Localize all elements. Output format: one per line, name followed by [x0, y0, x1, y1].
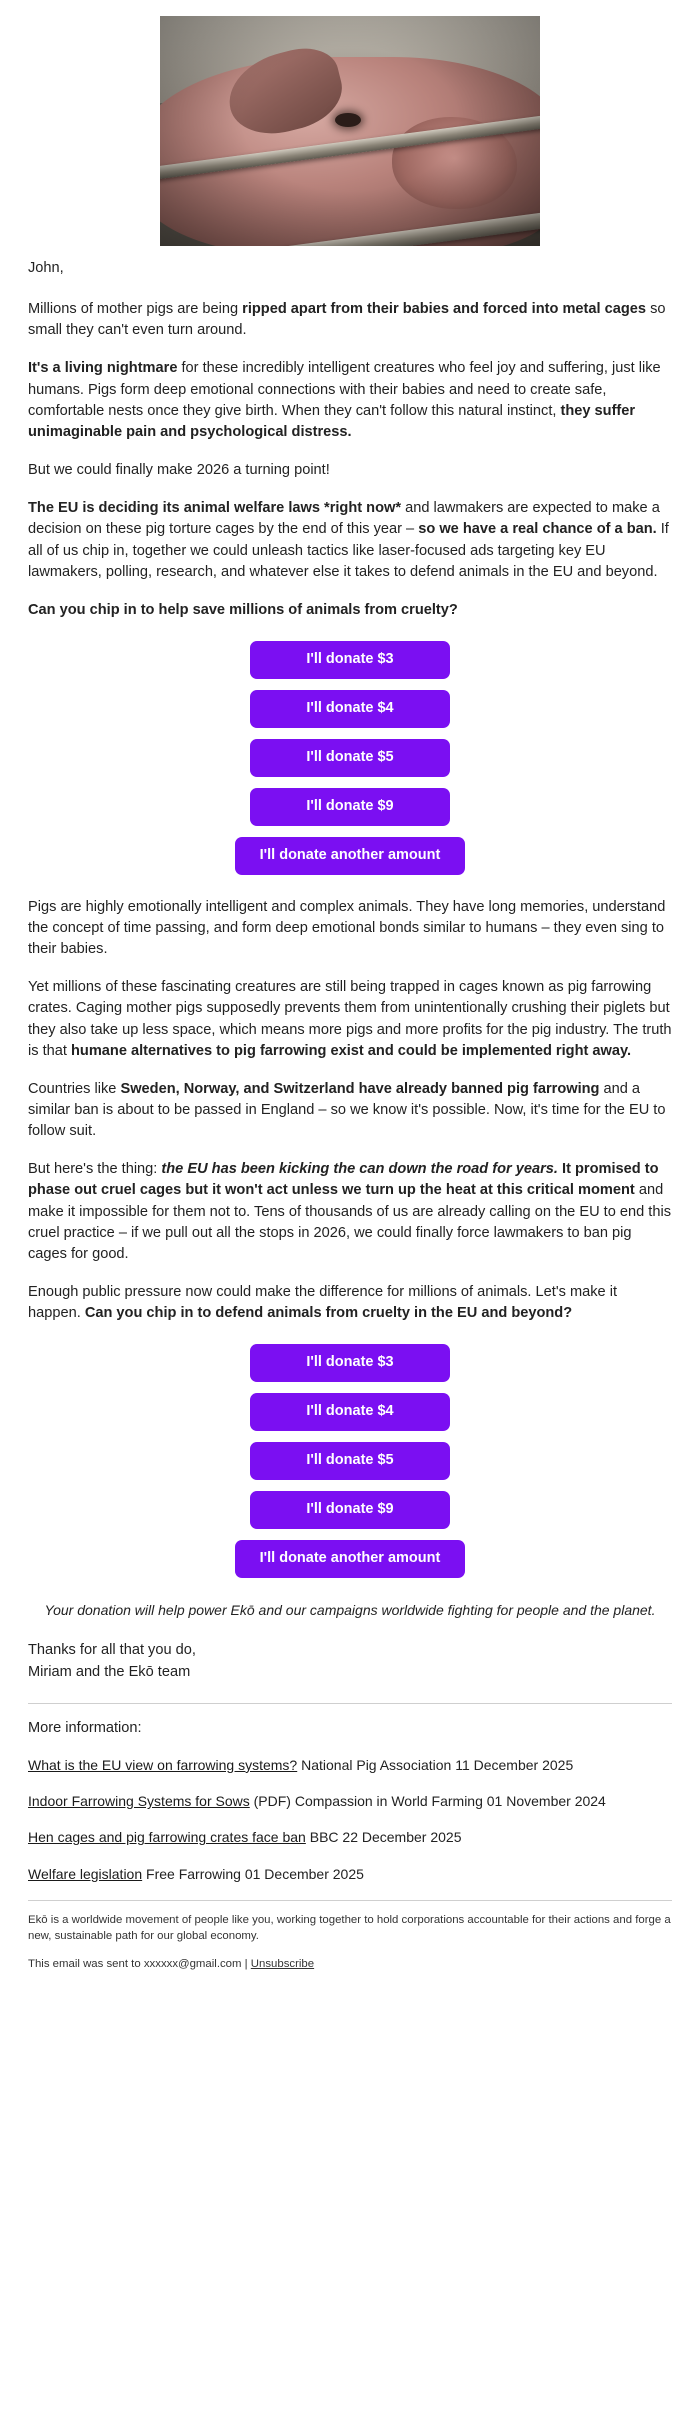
donation-tagline: Your donation will help power Ekō and our campaigns worldwide fighting for people and the planet. [44, 1602, 656, 1619]
p10-text-a: Enough public pressure now could make the difference for millions of animals. Let's make it happen. [28, 1284, 618, 1322]
donate-buttons-top [28, 641, 672, 875]
paragraph-8 [28, 1079, 672, 1142]
reference-item [28, 1864, 672, 1884]
reference-meta-2: (PDF) Compassion in World Farming 01 November 2024 [249, 1793, 606, 1810]
donate-row [28, 1344, 672, 1382]
p8-text-a: Countries like [28, 1080, 121, 1097]
reference-link-2[interactable]: Indoor Farrowing Systems for Sows [28, 1793, 250, 1810]
p5-text: Can you chip in to help save millions of animals from cruelty? [28, 601, 458, 618]
paragraph-9 [28, 1159, 672, 1265]
p9-text-a: But here's the thing: [28, 1161, 162, 1178]
donate-row [28, 1393, 672, 1431]
paragraph-5-ask [28, 600, 672, 621]
donate-button-9-bottom[interactable]: I'll donate $9 [250, 1491, 450, 1529]
p8-text-b: Sweden, Norway, and Switzerland have already banned pig farrowing [120, 1080, 600, 1097]
p10-text-b: Can you chip in to defend animals from cruelty in the EU and beyond? [84, 1305, 573, 1322]
donate-button-9-top[interactable]: I'll donate $9 [250, 788, 450, 826]
p9-emphasis: the EU has been kicking the can down the road for years. [161, 1161, 558, 1178]
donate-row [28, 837, 672, 875]
signoff-line-1: Thanks for all that you do, [28, 1642, 196, 1659]
donate-button-4-bottom[interactable]: I'll donate $4 [250, 1393, 450, 1431]
paragraph-7 [28, 977, 672, 1062]
footer-recipient-email: xxxxxx@gmail.com [143, 1957, 242, 1970]
p1-text-c: so small they can't even turn around. [28, 301, 666, 339]
p9-text-b [161, 1161, 558, 1177]
email-footer [28, 1900, 672, 2007]
donate-button-other-bottom[interactable]: I'll donate another amount [235, 1540, 465, 1578]
paragraph-3: But we could finally make 2026 a turning point! [28, 462, 330, 479]
p8-text-c: and a similar ban is about to be passed in England – so we know it's possible. Now, it's time for the EU to follow suit. [28, 1080, 666, 1140]
p9-text-d: and make it impossible for them not to. Tens of thousands of us are already calling on the EU to end this cruel practice – if we pull out all the stops in 2026, we could finally force lawmakers to ban pig cages for good. [28, 1182, 672, 1262]
paragraph-1 [28, 299, 672, 341]
more-information-title: More information: [28, 1719, 142, 1736]
reference-item [28, 1791, 672, 1811]
unsubscribe-link[interactable]: Unsubscribe [250, 1957, 315, 1970]
p2-text-b: for these incredibly intelligent creatures who feel joy and suffering, just like humans. Pigs form deep emotional connections with their babies and need to create safe, comfortable nests once they give birth. When they can't follow this natural instinct, [28, 360, 661, 419]
reference-link-3[interactable]: Hen cages and pig farrowing crates face ban [28, 1829, 306, 1846]
p2-text-a: It's a living nightmare [28, 360, 178, 377]
divider [28, 1703, 672, 1704]
p4-text-d: If all of us chip in, together we could unleash tactics like laser-focused ads targeting key EU lawmakers, polling, research, and whatever else it takes to defend animals in the EU and beyond. [28, 521, 669, 580]
donate-row [28, 1540, 672, 1578]
p7-text-b: humane alternatives to pig farrowing exist and could be implemented right away. [71, 1042, 632, 1059]
p2-text-c: they suffer unimaginable pain and psychological distress. [28, 402, 636, 440]
donate-button-other-top[interactable]: I'll donate another amount [235, 837, 465, 875]
p4-text-c: so we have a real chance of a ban. [418, 521, 657, 538]
reference-meta-4: Free Farrowing 01 December 2025 [142, 1865, 364, 1882]
donate-button-3-bottom[interactable]: I'll donate $3 [250, 1344, 450, 1382]
p1-text-a: Millions of mother pigs are being [28, 301, 243, 318]
paragraph-6: Pigs are highly emotionally intelligent and complex animals. They have long memories, understand the concept of time passing, and form deep emotional bonds similar to humans – they even sing to their babies. [28, 898, 666, 958]
signoff [28, 1640, 672, 1682]
hero-image-container [28, 0, 672, 258]
reference-meta-3: BBC 22 December 2025 [305, 1829, 462, 1846]
image-vignette [160, 16, 540, 246]
p7-text-a: Yet millions of these fascinating creatures are still being trapped in cages known as pig farrowing crates. Caging mother pigs supposedly prevents them from unintentionally crushing their piglets but they also take up less space, which means more pigs and more profits for the pig industry. The truth is that [28, 979, 672, 1059]
salutation: John, [28, 260, 64, 276]
donate-button-5-bottom[interactable]: I'll donate $5 [250, 1442, 450, 1480]
donate-button-4-top[interactable]: I'll donate $4 [250, 690, 450, 728]
donate-row [28, 1442, 672, 1480]
reference-meta-1: National Pig Association 11 December 2025 [297, 1756, 574, 1773]
paragraph-10-ask [28, 1282, 672, 1324]
footer-sent-prefix: This email was sent to [28, 1957, 144, 1970]
signoff-line-2: Miriam and the Ekō team [28, 1663, 191, 1680]
footer-sent-to [28, 1957, 672, 1973]
footer-about-text: Ekō is a worldwide movement of people like you, working together to hold corporations accountable for their actions and forge a new, sustainable path for our global economy. [28, 1914, 671, 1942]
reference-item [28, 1755, 672, 1775]
donate-button-5-top[interactable]: I'll donate $5 [250, 739, 450, 777]
reference-link-1[interactable]: What is the EU view on farrowing systems? [28, 1756, 298, 1773]
donate-row [28, 641, 672, 679]
donate-row [28, 739, 672, 777]
donate-button-3-top[interactable]: I'll donate $3 [250, 641, 450, 679]
p4-text-a: The EU is deciding its animal welfare laws *right now* [28, 500, 402, 517]
reference-item [28, 1827, 672, 1847]
p1-text-b: ripped apart from their babies and forced into metal cages [242, 301, 647, 318]
donate-buttons-bottom [28, 1344, 672, 1578]
donate-row [28, 1491, 672, 1529]
pig-behind-bars-image [160, 16, 540, 246]
reference-link-4[interactable]: Welfare legislation [28, 1865, 143, 1882]
footer-separator: | [241, 1957, 251, 1970]
donate-row [28, 788, 672, 826]
paragraph-4 [28, 498, 672, 583]
donate-row [28, 690, 672, 728]
paragraph-2 [28, 358, 672, 443]
p4-text-b: and lawmakers are expected to make a decision on these pig torture cages by the end of this year – [28, 500, 660, 538]
p9-text-c: It promised to phase out cruel cages but it won't act unless we turn up the heat at this critical moment [28, 1161, 659, 1199]
